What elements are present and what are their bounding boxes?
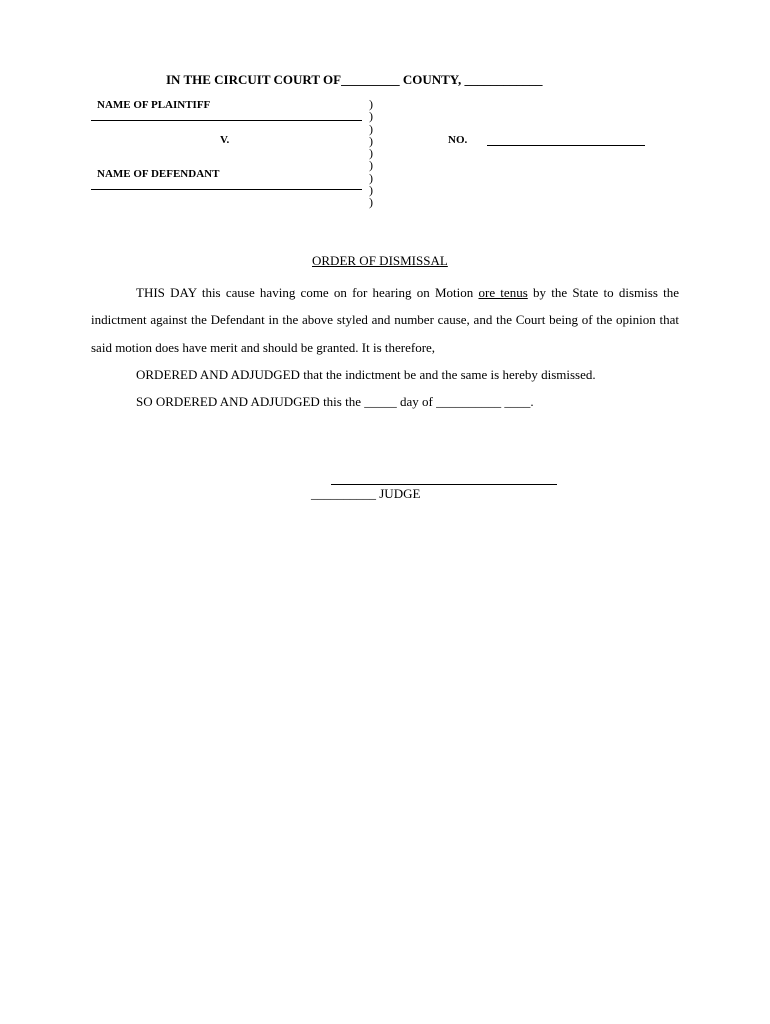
defendant-line [91,189,362,190]
paren: ) [369,146,373,161]
court-title: IN THE CIRCUIT COURT OF_________ COUNTY, ____________ [166,72,543,87]
paren: ) [369,158,373,173]
paren: ) [369,195,373,210]
order-paragraph-3: SO ORDERED AND ADJUDGED this the _____ day of __________ ____. [136,394,534,410]
paren: ) [369,133,373,148]
case-no-line [487,145,645,146]
para1-text: THIS DAY this cause having come on for hearing on Motion [136,285,479,300]
paren: ) [369,97,373,111]
plaintiff-line [91,120,362,121]
versus-label: V. [220,134,230,146]
order-body [91,279,679,415]
caption-parentheses [369,98,373,209]
paren: ) [369,109,373,124]
plaintiff-label: NAME OF PLAINTIFF [97,99,211,111]
paren: ) [369,170,373,185]
order-paragraph-2: ORDERED AND ADJUDGED that the indictment be and the same is hereby dismissed. [136,366,596,382]
order-title: ORDER OF DISMISSAL [312,253,448,268]
order-paragraph-1 [91,279,679,361]
paren: ) [369,121,373,136]
defendant-label: NAME OF DEFENDANT [97,168,220,180]
judge-label: __________ JUDGE [311,486,421,501]
judge-signature-line [331,484,557,485]
case-no-label: NO. [448,134,468,146]
paren: ) [369,183,373,198]
ore-tenus-text: ore tenus [478,285,528,300]
para1-rest: by the State to dismiss the indictment against the Defendant in the above styled and number cause, and the Court being of the opinion that said motion does have merit and should be granted. It is therefore, [91,285,680,355]
